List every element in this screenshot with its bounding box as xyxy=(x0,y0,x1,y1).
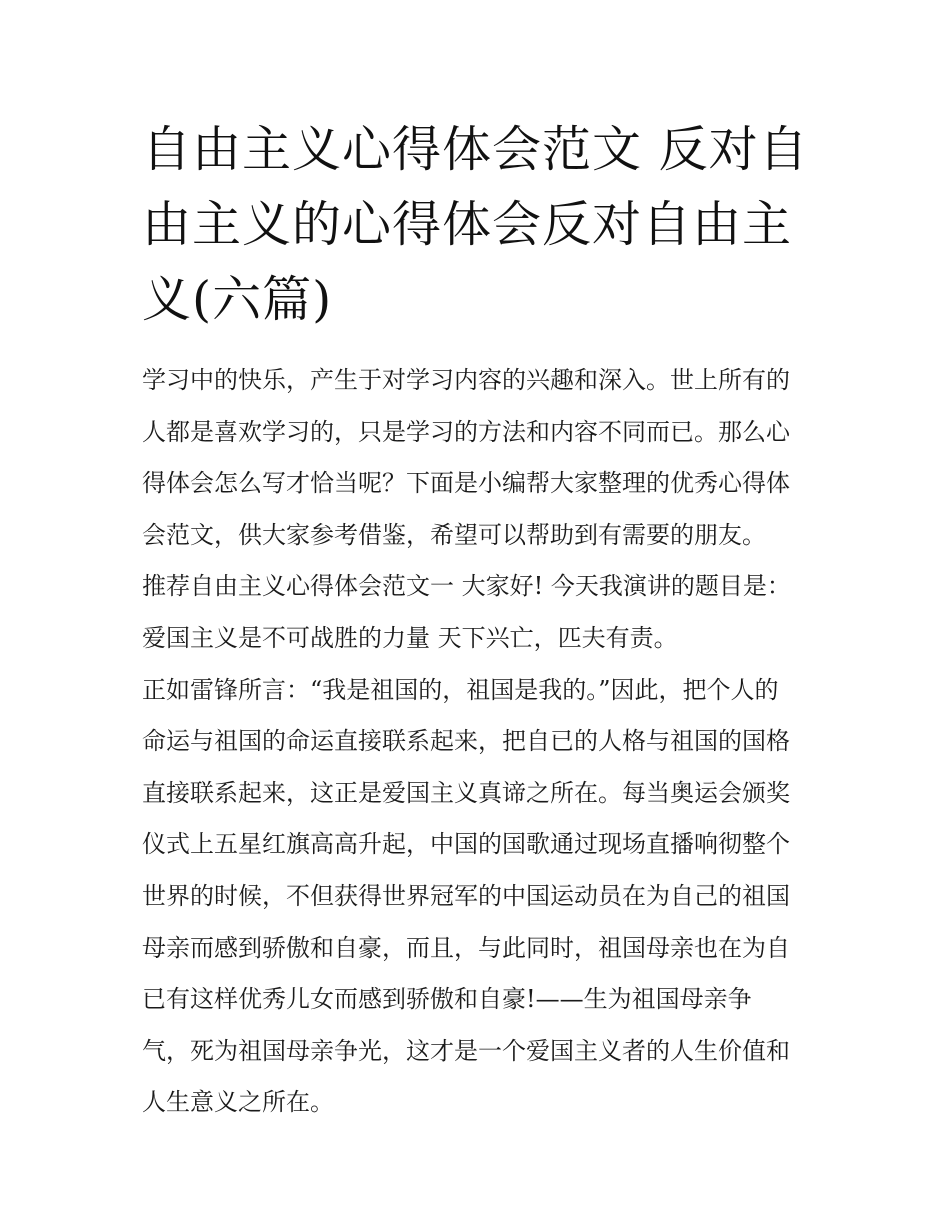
body-line: 推荐自由主义心得体会范文一 大家好! 今天我演讲的题目是： xyxy=(142,572,791,601)
body-line: 气，死为祖国母亲争光，这才是一个爱国主义者的人生价值和 xyxy=(142,1036,790,1065)
body-line: 仪式上五星红旗高高升起，中国的国歌通过现场直播响彻整个 xyxy=(142,830,790,859)
body-line: 会范文，供大家参考借鉴，希望可以帮助到有需要的朋友。 xyxy=(142,520,766,549)
body-line: 学习中的快乐，产生于对学习内容的兴趣和深入。世上所有的 xyxy=(142,366,790,394)
body-line: 命运与祖国的命运直接联系起来，把自已的人格与祖国的国格 xyxy=(142,727,790,756)
body-line: 世界的时候，不但获得世界冠军的中国运动员在为自己的祖国 xyxy=(142,881,790,910)
title-line: 自由主义心得体会范文 反对自 xyxy=(142,121,809,178)
body-line: 得体会怎么写才恰当呢？下面是小编帮大家整理的优秀心得体 xyxy=(142,469,790,498)
document-title xyxy=(142,112,822,337)
document-body xyxy=(142,355,822,1129)
body-line: 已有这样优秀儿女而感到骄傲和自豪!——生为祖国母亲争 xyxy=(142,985,752,1014)
body-line: 直接联系起来，这正是爱国主义真谛之所在。每当奥运会颁奖 xyxy=(142,778,790,807)
title-line: 由主义的心得体会反对自由主 xyxy=(142,196,793,253)
body-line: 人都是喜欢学习的，只是学习的方法和内容不同而已。那么心 xyxy=(142,417,790,446)
title-line: 义(六篇) xyxy=(142,271,333,328)
body-line: 正如雷锋所言：“我是祖国的，祖国是我的。”因此，把个人的 xyxy=(142,675,779,704)
body-line: 爱国主义是不可战胜的力量 天下兴亡，匹夫有责。 xyxy=(142,623,678,652)
body-line: 人生意义之所在。 xyxy=(142,1088,334,1117)
body-line: 母亲而感到骄傲和自豪，而且，与此同时，祖国母亲也在为自 xyxy=(142,933,790,962)
